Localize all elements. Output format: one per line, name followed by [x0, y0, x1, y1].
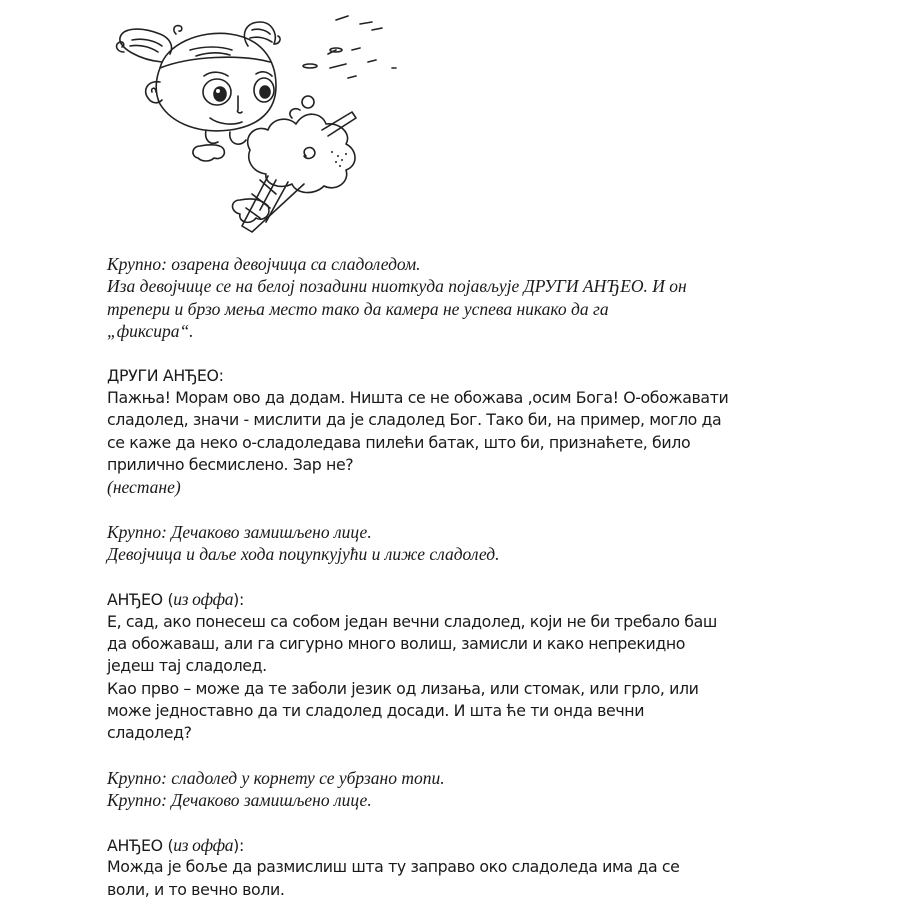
speaker: АНЂЕО [107, 835, 163, 855]
spacer [107, 499, 827, 521]
ear [146, 82, 162, 103]
swirl [290, 109, 300, 118]
dialogue-line: Пажња! Морам ово да додам. Ништа се не обожава ,осим Бога! О-обожавати [107, 388, 729, 408]
pupil-left [214, 87, 226, 101]
scoop-top [302, 96, 314, 108]
parenthetical: (нестане) [107, 477, 181, 498]
speaker-name: ДРУГИ АНЂЕО: [107, 365, 224, 385]
hair-bun-left [120, 29, 172, 62]
spacer [107, 566, 827, 588]
hand [193, 145, 224, 161]
hair-lines [190, 47, 232, 56]
spacer [107, 812, 827, 834]
eyebrows [204, 72, 272, 76]
sprinkles [331, 151, 347, 167]
girl-with-ice-cream-illustration [100, 0, 400, 240]
ear-curl [152, 88, 156, 92]
dialogue-line: Можда је боље да размислиш шта ту заправо око сладоледа има да се [107, 857, 680, 877]
speaker-note: из оффа [173, 834, 234, 855]
direction-line: Крупно: Дечаково замишљено лице. [107, 522, 372, 543]
direction-line: Крупно: озарена девојчица са сладоледом. [107, 254, 421, 274]
head [156, 33, 276, 131]
dialogue-line: може једноставно да ти сладолед досади. И шта ће ти онда вечни [107, 700, 645, 720]
hair-lines [250, 29, 272, 42]
dialogue-line: прилично бесмислено. Зар не? [107, 455, 354, 475]
motion-marks [303, 16, 396, 78]
dialogue-line: Е, сад, ако понесеш са собом један вечни сладолед, који не би требало баш [107, 611, 717, 631]
spacer [107, 342, 827, 364]
dialogue-line: сладолед? [107, 723, 192, 743]
direction-line: Крупно: Дечаково замишљено лице. [107, 790, 372, 811]
direction-line: трепери и брзо мења место тако да камера не успева никако да га [107, 298, 609, 319]
ice-cream-scoop [248, 114, 355, 192]
direction-line: Девојчица и даље хода поцупкујући и лиже сладолед. [107, 544, 500, 565]
speaker-name: АНЂЕО (из оффа): [107, 589, 244, 610]
hair-curl [174, 26, 182, 34]
dialogue-line: Као прво – може да те заболи језик од лизања, или стомак, или грло, или [107, 678, 699, 698]
spacer [107, 745, 827, 767]
mouth [210, 118, 242, 124]
speaker-name: АНЂЕО (из оффа): [107, 834, 244, 855]
speaker: АНЂЕО [107, 590, 163, 610]
hair-band [160, 57, 270, 68]
hair-lines [130, 39, 162, 52]
screenplay-text [107, 253, 827, 901]
pupil-right [260, 86, 270, 98]
direction-line: „фиксира“. [107, 321, 194, 342]
direction-line: Иза девојчице се на белој позадини ниоткуда појављује ДРУГИ АНЂЕО. И он [107, 276, 687, 297]
nose [237, 96, 242, 113]
collar [206, 130, 246, 144]
dialogue-line: воли, и то вечно воли. [107, 879, 285, 899]
eye-shine [216, 89, 220, 93]
swirl [304, 148, 315, 159]
dialogue-line: сладолед, значи - мислити да је сладолед Бог. Тако би, на пример, могло да [107, 410, 722, 430]
dialogue-line: се каже да неко о-сладоледава пилећи батак, што би, признаћете, било [107, 432, 691, 452]
dialogue-line: да обожаваш, али га сигурно много волиш, замисли и како непрекидно [107, 633, 686, 653]
speaker-note: из оффа [173, 589, 234, 610]
dialogue-line: једеш тај сладолед. [107, 656, 267, 676]
direction-line: Крупно: сладолед у корнету се убрзано топи. [107, 767, 445, 788]
